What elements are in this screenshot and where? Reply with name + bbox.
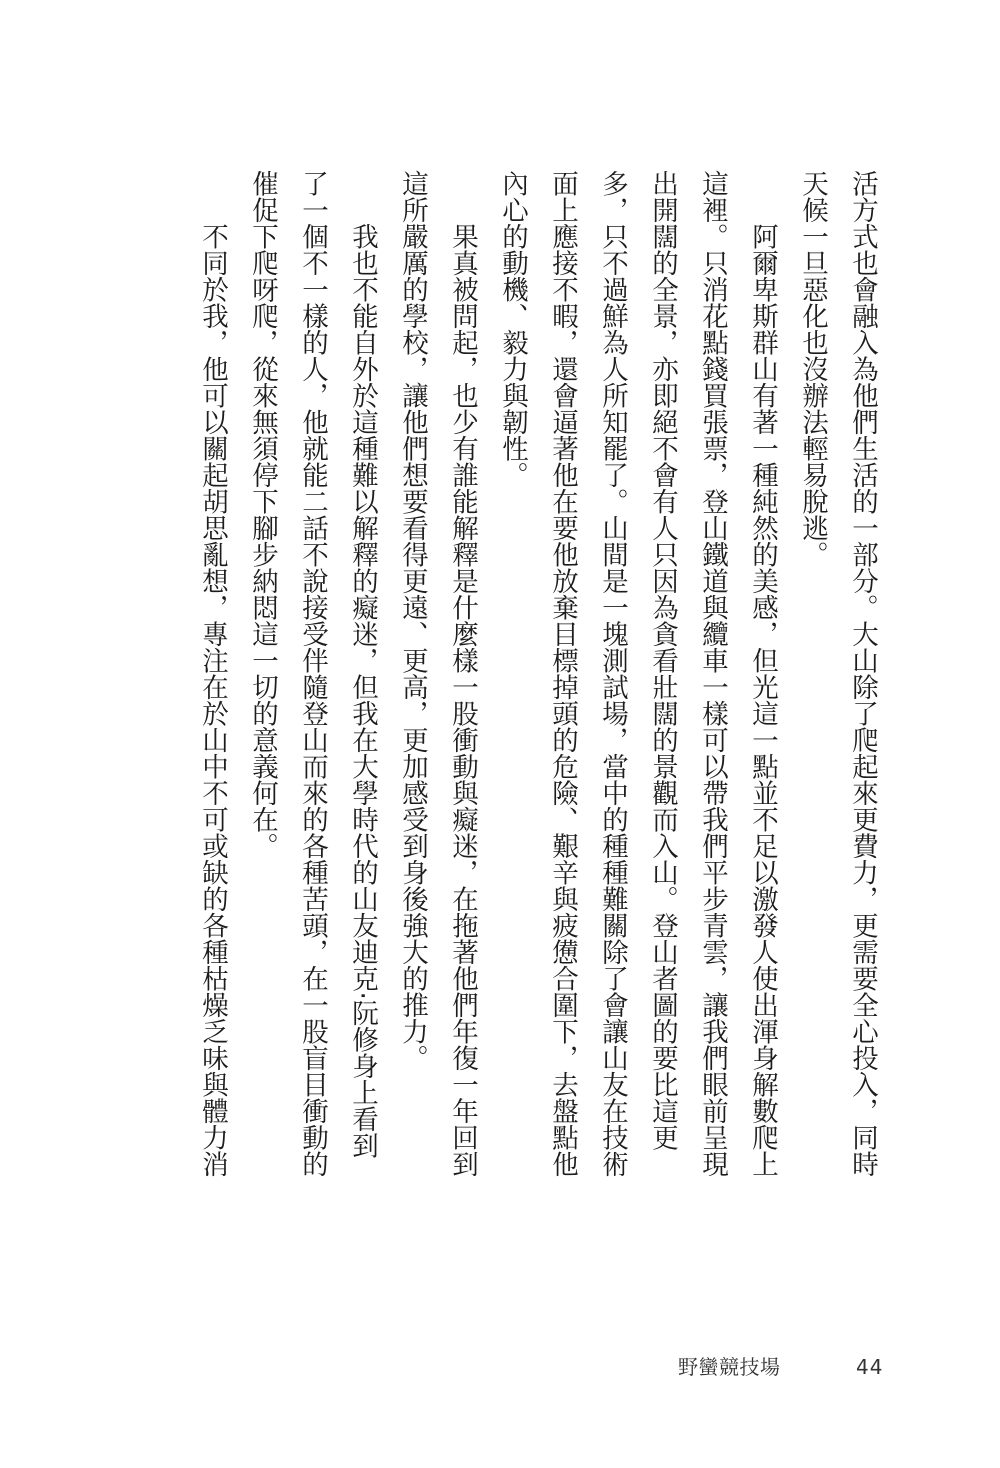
text-line: 不同於我，他可以關起胡思亂想，專注在於山中不可或缺的各種枯燥乏味與體力消 — [197, 223, 228, 1177]
running-footer-title: 野蠻競技場 — [678, 1355, 781, 1379]
text-line: 多，只不過鮮為人所知罷了。山間是一塊測試場，當中的種種難關除了會讓山友在技術 — [597, 170, 628, 1177]
text-line: 我也不能自外於這種難以解釋的癡迷，但我在大學時代的山友迪克·阮修身上看到 — [347, 223, 378, 1159]
text-line: 出開闊的全景，亦即絕不會有人只因為貪看壯闊的景觀而入山。登山者圖的要比這更 — [647, 170, 678, 1151]
text-line: 催促下爬呀爬，從來無須停下腳步納悶這一切的意義何在。 — [247, 170, 278, 859]
page-number: 44 — [856, 1355, 884, 1379]
text-line: 果真被問起，也少有誰能解釋是什麼樣一股衝動與癡迷，在拖著他們年復一年回到 — [447, 223, 478, 1177]
text-line: 面上應接不暇，還會逼著他在要他放棄目標掉頭的危險、艱辛與疲憊合圍下，去盤點他 — [547, 170, 578, 1177]
text-line: 這裡。只消花點錢買張票，登山鐵道與纜車一樣可以帶我們平步青雲，讓我們眼前呈現 — [697, 170, 728, 1177]
text-line: 天候一旦惡化也沒辦法輕易脫逃。 — [797, 170, 828, 568]
text-line: 了一個不一樣的人，他就能二話不說接受伴隨登山而來的各種苦頭，在一股盲目衝動的 — [297, 170, 328, 1177]
paragraph-4 — [237, 170, 387, 1185]
paragraph-3 — [387, 170, 487, 1185]
text-line: 內心的動機、毅力與韌性。 — [497, 170, 528, 488]
paragraph-1 — [787, 170, 887, 1185]
paragraph-5 — [187, 170, 237, 1185]
text-line: 阿爾卑斯群山有著一種純然的美感，但光這一點並不足以激發人使出渾身解數爬上 — [747, 223, 778, 1177]
paragraph-2 — [487, 170, 787, 1185]
text-line: 活方式也會融入為他們生活的一部分。大山除了爬起來更費力，更需要全心投入，同時 — [847, 170, 878, 1177]
text-line: 這所嚴厲的學校，讓他們想要看得更遠、更高，更加感受到身後強大的推力。 — [397, 170, 428, 1071]
body-text — [187, 170, 887, 1185]
